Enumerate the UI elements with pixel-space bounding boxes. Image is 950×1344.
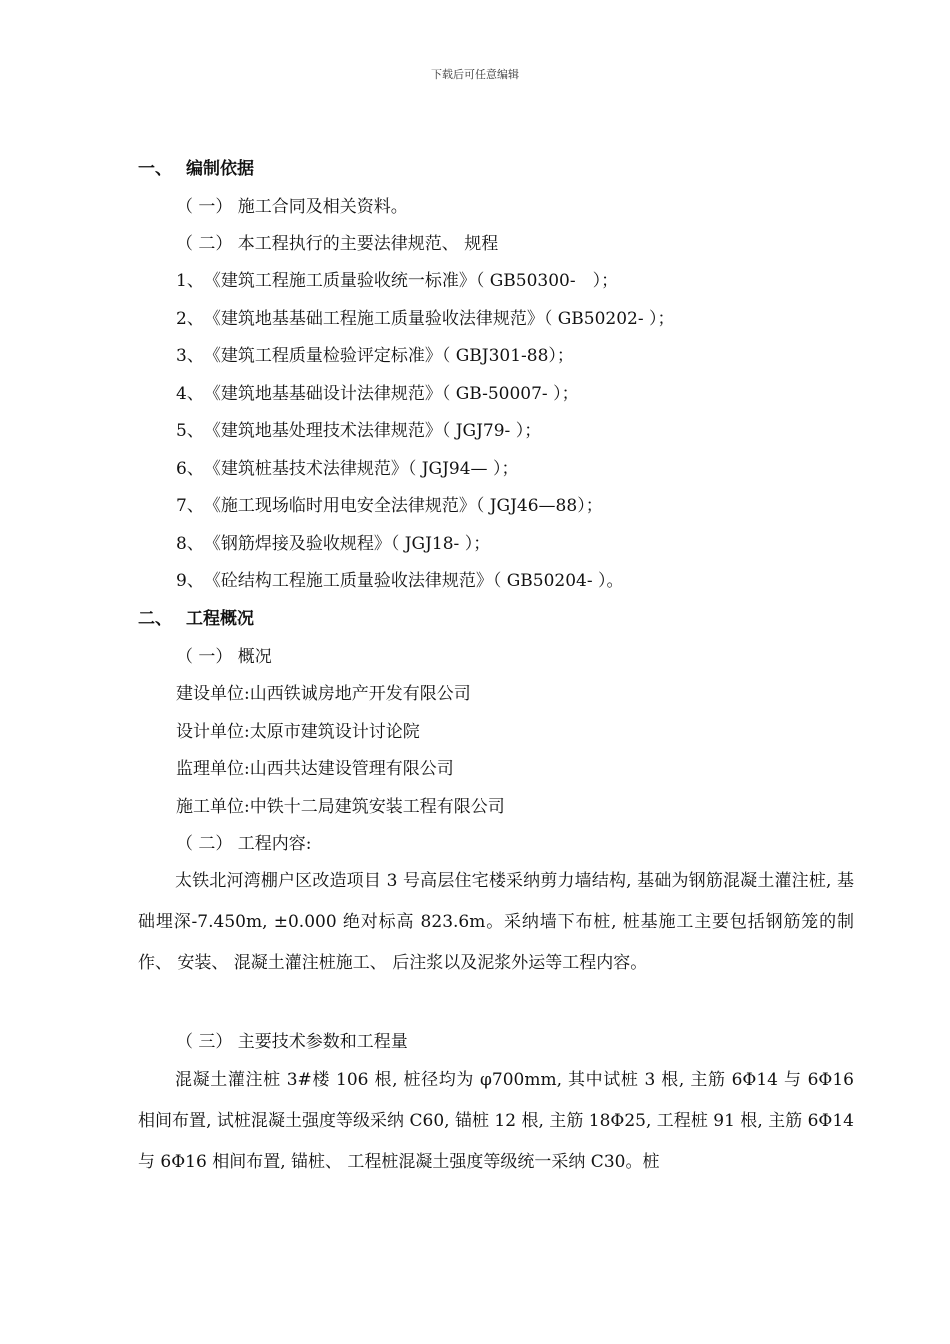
section-1-title: 编制依据 [186,159,254,179]
technical-parameters-paragraph: 混凝土灌注桩 3#楼 106 根, 桩径均为 φ700mm, 其中试桩 3 根, 主筋 6Φ14 与 6Φ16 相间布置, 试桩混凝土强度等级采纳 C60, 锚桩 12 根, 主筋 18Φ25, 工程桩 91 根, 主筋 6Φ14 与 6Φ16 相间布置, 锚桩、 工程桩混凝土强度等级统一采纳 C30。桩 [138,1070,854,1172]
unit-line: 设计单位:太原市建筑设计讨论院 [176,722,420,742]
section-1-number: 一、 [138,159,172,179]
unit-line: 监理单位:山西共达建设管理有限公司 [176,759,454,779]
section-2-heading [138,607,254,631]
section-2-sub-3: （ 三） 主要技术参数和工程量 [176,1032,408,1052]
page-header: 下载后可任意编辑 [431,68,519,81]
section-2-sub-2: （ 二） 工程内容: [176,834,312,854]
section-1-heading [138,157,254,181]
unit-line: 建设单位:山西铁诚房地产开发有限公司 [176,684,471,704]
regulation-item: 8、 《钢筋焊接及验收规程》（ JGJ18- ）； [176,534,491,554]
regulation-item: 9、 《砼结构工程施工质量验收法律规范》（ GB50204- ）。 [176,571,624,591]
project-content-paragraph: 太铁北河湾棚户区改造项目 3 号高层住宅楼采纳剪力墙结构, 基础为钢筋混凝土灌注桩, 基础埋深-7.450m, ±0.000 绝对标高 823.6m。采纳墙下布桩, 桩基施工主要包括钢筋笼的制作、 安装、 混凝土灌注桩施工、 后注浆以及泥浆外运等工程内容。 [138,871,854,973]
regulation-item: 1、 《建筑工程施工质量验收统一标准》（ GB50300- ）； [176,271,619,291]
regulation-item: 6、 《建筑桩基技术法律规范》（ JGJ94— ）； [176,459,519,479]
unit-line: 施工单位:中铁十二局建筑安装工程有限公司 [176,797,505,817]
section-1-sub-2: （ 二） 本工程执行的主要法律规范、 规程 [176,234,499,254]
regulation-item: 7、 《施工现场临时用电安全法律规范》（ JGJ46—88）； [176,496,603,516]
regulation-item: 3、 《建筑工程质量检验评定标准》（ GBJ301-88）； [176,346,574,366]
regulation-item: 2、 《建筑地基基础工程施工质量验收法律规范》（ GB50202- ）； [176,309,675,329]
regulation-item: 4、 《建筑地基基础设计法律规范》（ GB-50007- ）； [176,384,579,404]
section-2-sub-1: （ 一） 概况 [176,647,272,667]
section-2-title: 工程概况 [186,609,254,629]
regulation-item: 5、 《建筑地基处理技术法律规范》（ JGJ79- ）； [176,421,542,441]
section-2-number: 二、 [138,609,172,629]
section-1-sub-1: （ 一） 施工合同及相关资料。 [176,197,408,217]
